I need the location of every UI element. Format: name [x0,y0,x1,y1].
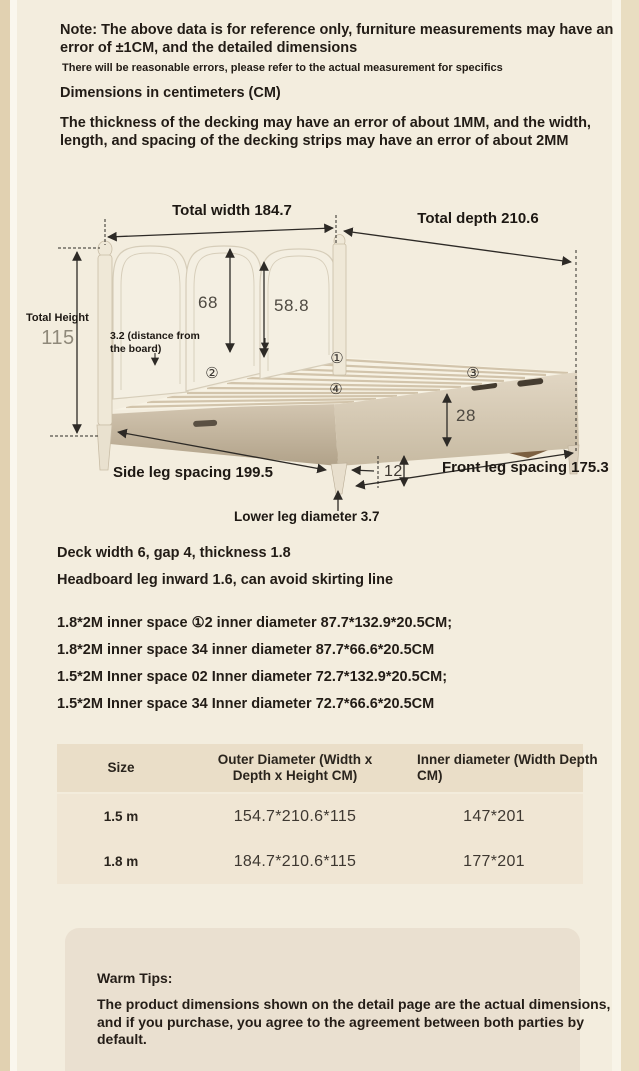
board-distance-label: 3.2 (distance from the board) [110,330,200,355]
mid-panel-height-value: 68 [198,293,218,312]
size-table-header [57,744,598,794]
table-row [57,794,583,839]
warm-tips-body: The product dimensions shown on the detail page are the actual dimensions, and if you purchase, you agree to the agreement between both parties by default. [97,996,611,1047]
slat-marker-3: ③ [466,365,480,382]
header-inner-diameter: Inner diameter (Width Depth CM) [417,752,598,783]
note-units: Dimensions in centimeters (CM) [60,85,281,101]
bed-illustration [0,185,639,560]
total-height-value: 115 [41,327,75,349]
size-table [57,744,598,884]
cell-inner: 147*201 [463,807,525,825]
warm-tips-box [65,928,611,1071]
total-width-label: Total width 184.7 [172,202,292,219]
inner-space-line: 1.8*2M inner space 34 inner diameter 87.7*66.6*20.5CM [57,642,435,658]
note-reference: Note: The above data is for reference only, furniture measurements may have an error of ±1CM, and the detailed dimensions [60,22,614,56]
front-leg-spacing-label: Front leg spacing 175.3 [442,459,609,476]
inner-space-line: 1.8*2M inner space ①2 inner diameter 87.7*132.9*20.5CM; [57,615,453,631]
bed-dimension-diagram [0,185,639,560]
inner-space-line: 1.5*2M Inner space 02 Inner diameter 72.7*132.9*20.5CM; [57,669,448,685]
total-depth-label: Total depth 210.6 [417,210,539,227]
cell-inner: 177*201 [463,852,525,870]
slat-marker-1: ① [330,350,344,367]
note-decking-tolerance: The thickness of the decking may have an error of about 1MM, and the width, length, and spacing of the decking strips may have an error of about 2MM [60,115,591,149]
warm-tips-title: Warm Tips: [97,970,173,986]
storage-height-value: 28 [456,406,476,425]
total-height-label: Total Height [26,312,89,324]
table-row [57,839,583,884]
slat-marker-4: ④ [329,381,343,398]
cell-outer: 154.7*210.6*115 [233,807,357,825]
header-size: Size [107,760,135,775]
spec-headboard: Headboard leg inward 1.6, can avoid skirting line [57,572,394,588]
spec-deck: Deck width 6, gap 4, thickness 1.8 [57,545,291,561]
side-panel-height-value: 58.8 [274,296,310,315]
inner-space-line: 1.5*2M Inner space 34 Inner diameter 72.7*66.6*20.5CM [57,696,435,712]
lower-leg-diameter-label: Lower leg diameter 3.7 [234,509,380,524]
cell-outer: 184.7*210.6*115 [233,852,357,870]
cell-size: 1.8 m [103,854,139,869]
header-outer-diameter: Outer Diameter (Width x Depth x Height CM) [217,752,373,783]
cell-size: 1.5 m [103,809,139,824]
note-reasonable-errors: There will be reasonable errors, please refer to the actual measurement for specifics [62,62,503,74]
under-clearance-value: 12 [384,463,403,480]
slat-marker-2: ② [205,365,219,382]
side-leg-spacing-label: Side leg spacing 199.5 [112,464,274,481]
